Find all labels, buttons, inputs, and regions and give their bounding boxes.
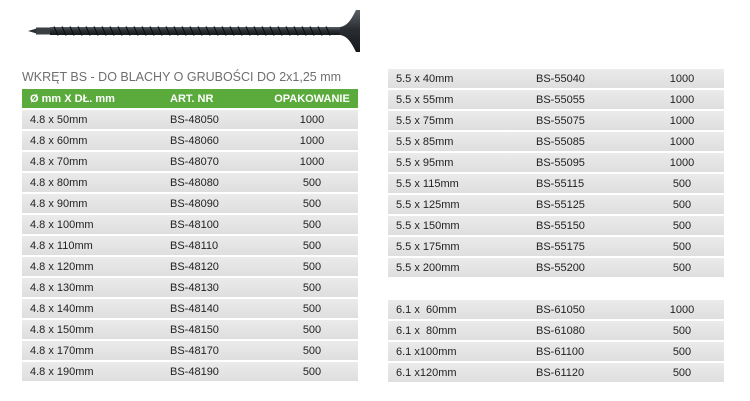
cell-art-nr: BS-55200 (536, 261, 585, 274)
cell-size: 5.5 x 200mm (396, 261, 460, 274)
cell-size: 5.5 x 85mm (396, 135, 454, 148)
table-row (388, 237, 724, 256)
cell-packaging: 1000 (299, 113, 325, 126)
cell-art-nr: BS-55175 (536, 240, 585, 253)
cell-size: 5.5 x 175mm (396, 240, 460, 253)
table-row (22, 152, 358, 171)
right-table (388, 69, 724, 384)
cell-packaging: 500 (302, 197, 322, 210)
table-row (388, 300, 724, 319)
cell-size: 4.8 x 100mm (30, 218, 94, 231)
header-packaging: OPAKOWANIE (274, 92, 350, 105)
cell-packaging: 500 (672, 219, 692, 232)
cell-packaging: 500 (302, 218, 322, 231)
table-row (22, 131, 358, 150)
table-row (388, 111, 724, 130)
cell-packaging: 500 (302, 323, 322, 336)
cell-art-nr: BS-55040 (536, 72, 585, 85)
cell-art-nr: BS-61100 (536, 345, 585, 358)
cell-size: 4.8 x 70mm (30, 155, 88, 168)
drywall-screw-icon (22, 4, 362, 54)
cell-packaging: 1000 (299, 155, 325, 168)
table-row (388, 195, 724, 214)
cell-size: 5.5 x 115mm (396, 177, 459, 190)
table-row (388, 342, 724, 361)
cell-size: 5.5 x 150mm (396, 219, 460, 232)
table-row (22, 173, 358, 192)
table-row (388, 258, 724, 277)
cell-size: 6.1 x120mm (396, 366, 457, 379)
table-row (388, 216, 724, 235)
cell-packaging: 1000 (669, 135, 695, 148)
cell-size: 6.1 x 60mm (396, 303, 457, 316)
cell-size: 5.5 x 55mm (396, 93, 454, 106)
table-row (22, 236, 358, 255)
cell-packaging: 500 (302, 260, 322, 273)
cell-packaging: 1000 (669, 114, 695, 127)
table-row (22, 320, 358, 339)
cell-packaging: 500 (672, 324, 692, 337)
cell-art-nr: BS-48070 (170, 155, 219, 168)
table-row (22, 194, 358, 213)
cell-packaging: 1000 (669, 303, 695, 316)
cell-packaging: 500 (672, 345, 692, 358)
table-row (22, 341, 358, 360)
cell-size: 6.1 x 80mm (396, 324, 457, 337)
cell-size: 5.5 x 95mm (396, 156, 454, 169)
table-row (388, 363, 724, 382)
cell-size: 4.8 x 190mm (30, 365, 94, 378)
cell-size: 6.1 x100mm (396, 345, 457, 358)
cell-art-nr: BS-48120 (170, 260, 219, 273)
cell-art-nr: BS-48080 (170, 176, 219, 189)
cell-art-nr: BS-48050 (170, 113, 219, 126)
cell-size: 4.8 x 50mm (30, 113, 88, 126)
cell-packaging: 1000 (669, 156, 695, 169)
table-row (388, 174, 724, 193)
cell-packaging: 500 (672, 198, 692, 211)
cell-size: 4.8 x 120mm (30, 260, 94, 273)
left-table (22, 89, 358, 383)
cell-size: 5.5 x 125mm (396, 198, 460, 211)
table-header (22, 89, 358, 108)
cell-art-nr: BS-55150 (536, 219, 585, 232)
cell-size: 5.5 x 40mm (396, 72, 454, 85)
cell-art-nr: BS-61050 (536, 303, 585, 316)
cell-packaging: 1000 (299, 134, 325, 147)
cell-size: 4.8 x 140mm (30, 302, 94, 315)
table-row (22, 299, 358, 318)
table-gap (388, 279, 724, 300)
cell-packaging: 500 (672, 240, 692, 253)
table-row (22, 110, 358, 129)
cell-packaging: 500 (672, 366, 692, 379)
cell-art-nr: BS-55115 (536, 177, 585, 190)
cell-art-nr: BS-48140 (170, 302, 219, 315)
cell-size: 4.8 x 170mm (30, 344, 94, 357)
header-art-nr: ART. NR (170, 92, 214, 105)
table-row (22, 278, 358, 297)
cell-packaging: 500 (302, 281, 322, 294)
table-row (22, 257, 358, 276)
cell-art-nr: BS-48100 (170, 218, 219, 231)
cell-art-nr: BS-48090 (170, 197, 219, 210)
cell-art-nr: BS-55075 (536, 114, 585, 127)
cell-art-nr: BS-48110 (170, 239, 219, 252)
cell-packaging: 1000 (669, 93, 695, 106)
cell-packaging: 500 (302, 344, 322, 357)
table-row (388, 132, 724, 151)
table-row (22, 362, 358, 381)
cell-art-nr: BS-48190 (170, 365, 219, 378)
cell-packaging: 500 (302, 239, 322, 252)
table-row (388, 69, 724, 88)
cell-art-nr: BS-61120 (536, 366, 585, 379)
cell-packaging: 500 (672, 261, 692, 274)
cell-art-nr: BS-48130 (170, 281, 219, 294)
cell-size: 5.5 x 75mm (396, 114, 454, 127)
cell-size: 4.8 x 110mm (30, 239, 93, 252)
page-title: WKRĘT BS - DO BLACHY O GRUBOŚCI DO 2x1,25 mm (22, 70, 342, 84)
cell-art-nr: BS-48150 (170, 323, 219, 336)
cell-art-nr: BS-55085 (536, 135, 585, 148)
cell-art-nr: BS-55125 (536, 198, 585, 211)
cell-packaging: 500 (672, 177, 692, 190)
cell-art-nr: BS-55055 (536, 93, 585, 106)
cell-size: 4.8 x 90mm (30, 197, 88, 210)
table-row (388, 90, 724, 109)
table-row (388, 153, 724, 172)
table-row (388, 321, 724, 340)
cell-packaging: 500 (302, 176, 322, 189)
cell-art-nr: BS-48170 (170, 344, 219, 357)
table-row (22, 215, 358, 234)
cell-size: 4.8 x 80mm (30, 176, 88, 189)
cell-packaging: 500 (302, 302, 322, 315)
cell-size: 4.8 x 150mm (30, 323, 94, 336)
cell-size: 4.8 x 60mm (30, 134, 88, 147)
cell-art-nr: BS-48060 (170, 134, 219, 147)
cell-size: 4.8 x 130mm (30, 281, 94, 294)
cell-packaging: 1000 (669, 72, 695, 85)
header-size: Ø mm X DŁ. mm (30, 92, 115, 105)
cell-art-nr: BS-61080 (536, 324, 585, 337)
cell-art-nr: BS-55095 (536, 156, 585, 169)
cell-packaging: 500 (302, 365, 322, 378)
